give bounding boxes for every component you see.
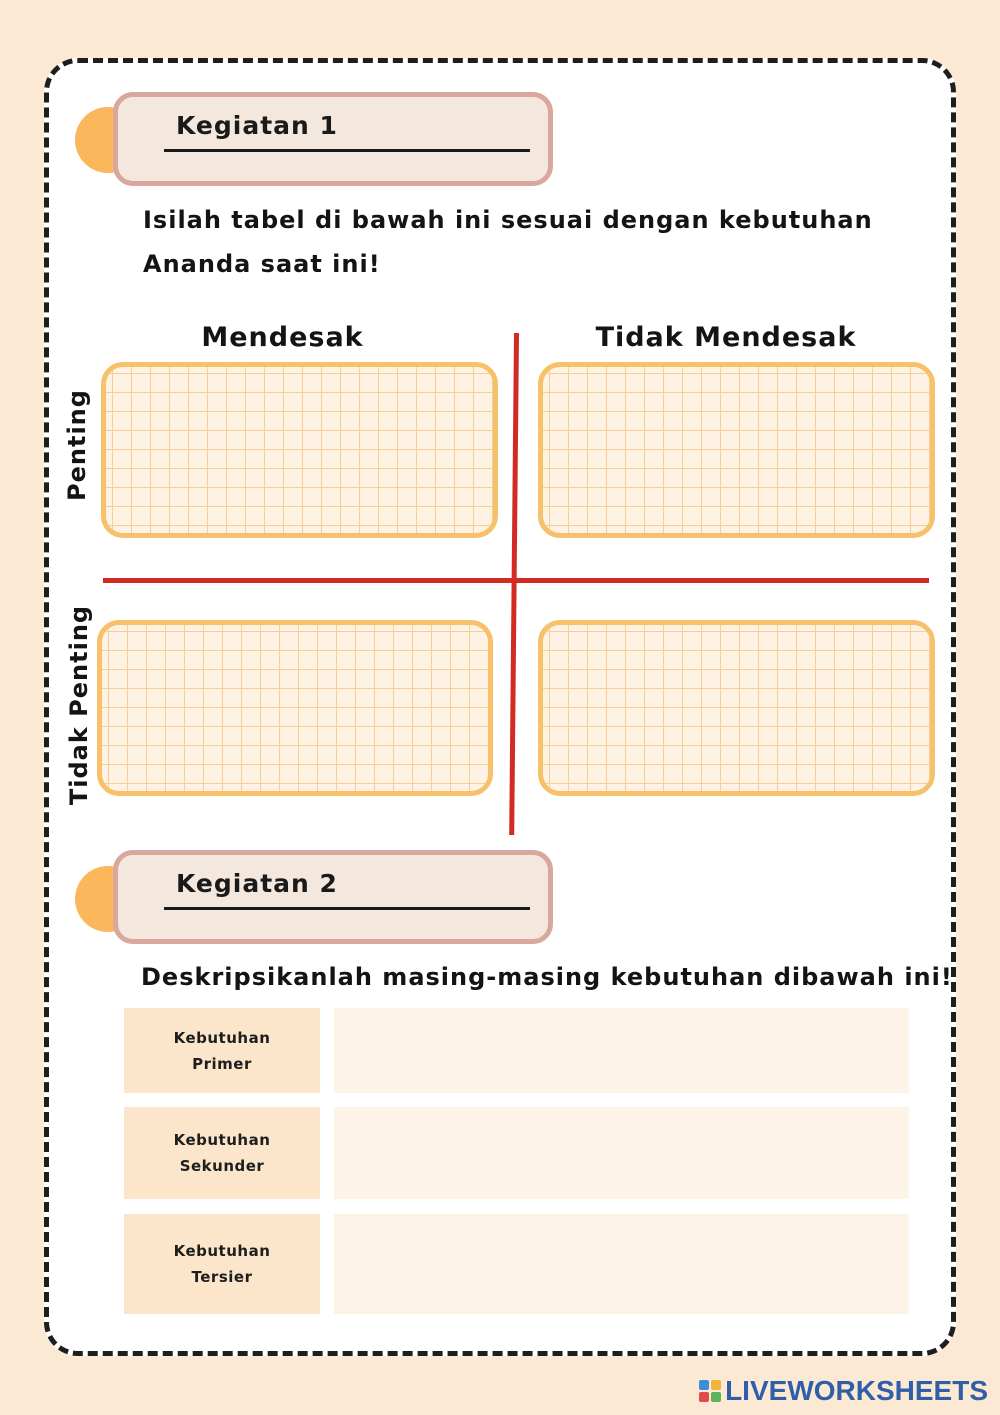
table-row-label-primer: Kebutuhan Primer [124, 1008, 320, 1093]
horizontal-axis-line [103, 578, 929, 583]
kegiatan-2-instruction: Deskripsikanlah masing-masing kebutuhan dibawah ini! [141, 963, 953, 991]
row-header-not-important: Tidak Penting [65, 604, 93, 806]
instruction-line-1: Isilah tabel di bawah ini sesuai dengan kebutuhan [143, 206, 873, 234]
kegiatan-2-underline [164, 907, 530, 910]
kegiatan-1-underline [164, 149, 530, 152]
column-header-not-urgent: Tidak Mendesak [595, 322, 857, 353]
liveworksheets-logo-icon [699, 1380, 721, 1402]
table-row-label-tersier: Kebutuhan Tersier [124, 1214, 320, 1314]
kegiatan-1-instruction [143, 198, 873, 286]
logo-square-blue [699, 1380, 709, 1390]
kegiatan-2-title: Kegiatan 2 [176, 869, 338, 898]
row-header-important: Penting [63, 389, 91, 501]
liveworksheets-wordmark: LIVEWORKSHEETS [725, 1375, 988, 1406]
column-header-urgent: Mendesak [201, 322, 364, 353]
quadrant-not-important-urgent[interactable] [97, 620, 493, 796]
liveworksheets-brand[interactable] [699, 1375, 988, 1407]
logo-square-red [699, 1392, 709, 1402]
answer-field-primer[interactable] [334, 1008, 909, 1093]
instruction-line-2: Ananda saat ini! [143, 250, 381, 278]
logo-square-green [711, 1392, 721, 1402]
table-row-label-sekunder: Kebutuhan Sekunder [124, 1107, 320, 1199]
answer-field-tersier[interactable] [334, 1214, 909, 1314]
quadrant-important-not-urgent[interactable] [538, 362, 935, 538]
quadrant-important-urgent[interactable] [101, 362, 498, 538]
kegiatan-2-banner [113, 850, 553, 944]
kegiatan-1-title: Kegiatan 1 [176, 111, 338, 140]
kegiatan-1-banner [113, 92, 553, 186]
answer-field-sekunder[interactable] [334, 1107, 909, 1199]
logo-square-yellow [711, 1380, 721, 1390]
quadrant-not-important-not-urgent[interactable] [538, 620, 935, 796]
